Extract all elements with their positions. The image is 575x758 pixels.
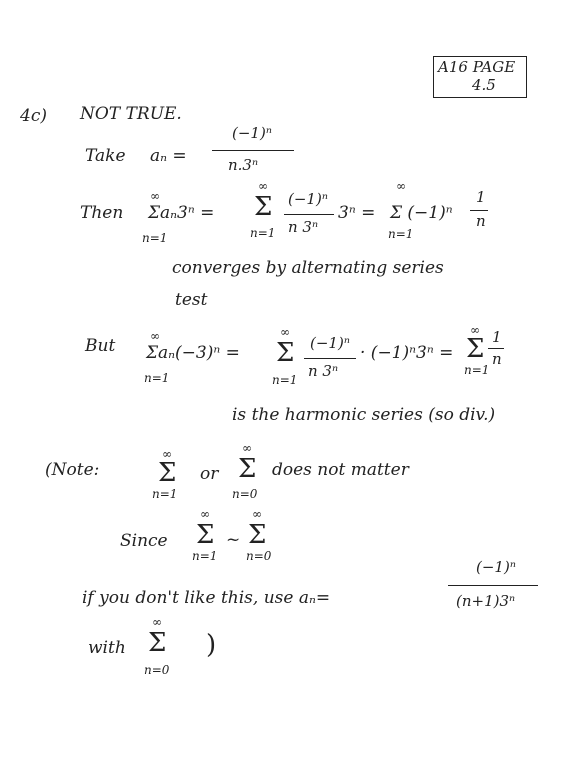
but-tail-denominator: n (492, 350, 502, 368)
ifyou-denominator: (n+1)3ⁿ (456, 592, 516, 610)
take-denominator: n.3ⁿ (228, 156, 259, 174)
take-fraction-bar (212, 150, 294, 151)
note-sumA-bottom: n=1 (152, 487, 178, 501)
but-frac-numerator: (−1)ⁿ (310, 334, 350, 352)
then-sum3-bottom: n=1 (388, 227, 414, 241)
but-label: But (85, 336, 116, 356)
but-sum2-sigma: Σ (276, 338, 295, 368)
page-label-line2: 4.5 (472, 76, 496, 94)
take-label: Take (85, 146, 126, 166)
with-close-paren: ) (206, 630, 217, 660)
but-fraction-bar (304, 358, 356, 359)
but-sum3-top: ∞ (470, 323, 480, 337)
since-sumB-bottom: n=0 (246, 549, 272, 563)
since-label: Since (120, 531, 168, 551)
converges-line2: test (175, 290, 208, 310)
note-sumB-top: ∞ (242, 441, 252, 455)
then-fraction-bar (284, 214, 334, 215)
then-frac-denominator: n 3ⁿ (288, 218, 319, 236)
with-label: with (88, 638, 126, 658)
note-or: or (200, 464, 219, 484)
then-sum3-top: ∞ (396, 179, 406, 193)
note-sumB-bottom: n=0 (232, 487, 258, 501)
but-sum1-top: ∞ (150, 329, 160, 343)
problem-label: 4c) (20, 106, 47, 126)
since-sumA-top: ∞ (200, 507, 210, 521)
converges-line1: converges by alternating series (172, 258, 444, 278)
with-sum-bottom: n=0 (144, 663, 170, 677)
then-sum1-top: ∞ (150, 189, 160, 203)
note-open: (Note: (45, 460, 100, 480)
ifyou-text: if you don't like this, use aₙ= (82, 588, 331, 608)
ifyou-fraction-bar (448, 585, 538, 586)
note-sumB-sigma: Σ (238, 454, 257, 484)
since-sumB-sigma: Σ (248, 520, 267, 550)
then-frac-numerator: (−1)ⁿ (288, 190, 328, 208)
with-sum-sigma: Σ (148, 628, 167, 658)
then-sum2-top: ∞ (258, 179, 268, 193)
then-sum2-sigma: Σ (254, 192, 273, 222)
then-tail-fraction-bar (470, 210, 488, 211)
but-frac-denominator: n 3ⁿ (308, 362, 339, 380)
page-label-line1: A16 PAGE (438, 58, 516, 76)
take-lhs: aₙ = (150, 146, 187, 166)
then-sum3-body: Σ (−1)ⁿ (390, 203, 453, 223)
claim-text: NOT TRUE. (80, 104, 182, 124)
note-sumA-top: ∞ (162, 447, 172, 461)
since-sumB-top: ∞ (252, 507, 262, 521)
with-sum-top: ∞ (152, 615, 162, 629)
since-tilde: ~ (226, 530, 241, 550)
but-after-frac: · (−1)ⁿ3ⁿ = (360, 343, 454, 363)
then-tail-numerator: 1 (476, 188, 486, 206)
but-tail-fraction-bar (488, 348, 504, 349)
but-tail-numerator: 1 (492, 328, 502, 346)
harmonic-statement: is the harmonic series (so div.) (232, 405, 496, 425)
then-tail-denominator: n (476, 212, 486, 230)
since-sumA-bottom: n=1 (192, 549, 218, 563)
since-sumA-sigma: Σ (196, 520, 215, 550)
then-sum2-bottom: n=1 (250, 226, 276, 240)
then-sum1-body: Σaₙ3ⁿ = (148, 203, 215, 223)
note-text: does not matter (272, 460, 409, 480)
then-sum1-bottom: n=1 (142, 231, 168, 245)
but-sum3-sigma: Σ (466, 334, 485, 364)
but-sum3-bottom: n=1 (464, 363, 490, 377)
but-sum2-top: ∞ (280, 325, 290, 339)
ifyou-numerator: (−1)ⁿ (476, 558, 516, 576)
note-sumA-sigma: Σ (158, 458, 177, 488)
then-after-frac: 3ⁿ = (338, 203, 376, 223)
but-sum1-body: Σaₙ(−3)ⁿ = (146, 343, 240, 363)
then-label: Then (80, 203, 124, 223)
take-numerator: (−1)ⁿ (232, 124, 272, 142)
but-sum2-bottom: n=1 (272, 373, 298, 387)
but-sum1-bottom: n=1 (144, 371, 170, 385)
